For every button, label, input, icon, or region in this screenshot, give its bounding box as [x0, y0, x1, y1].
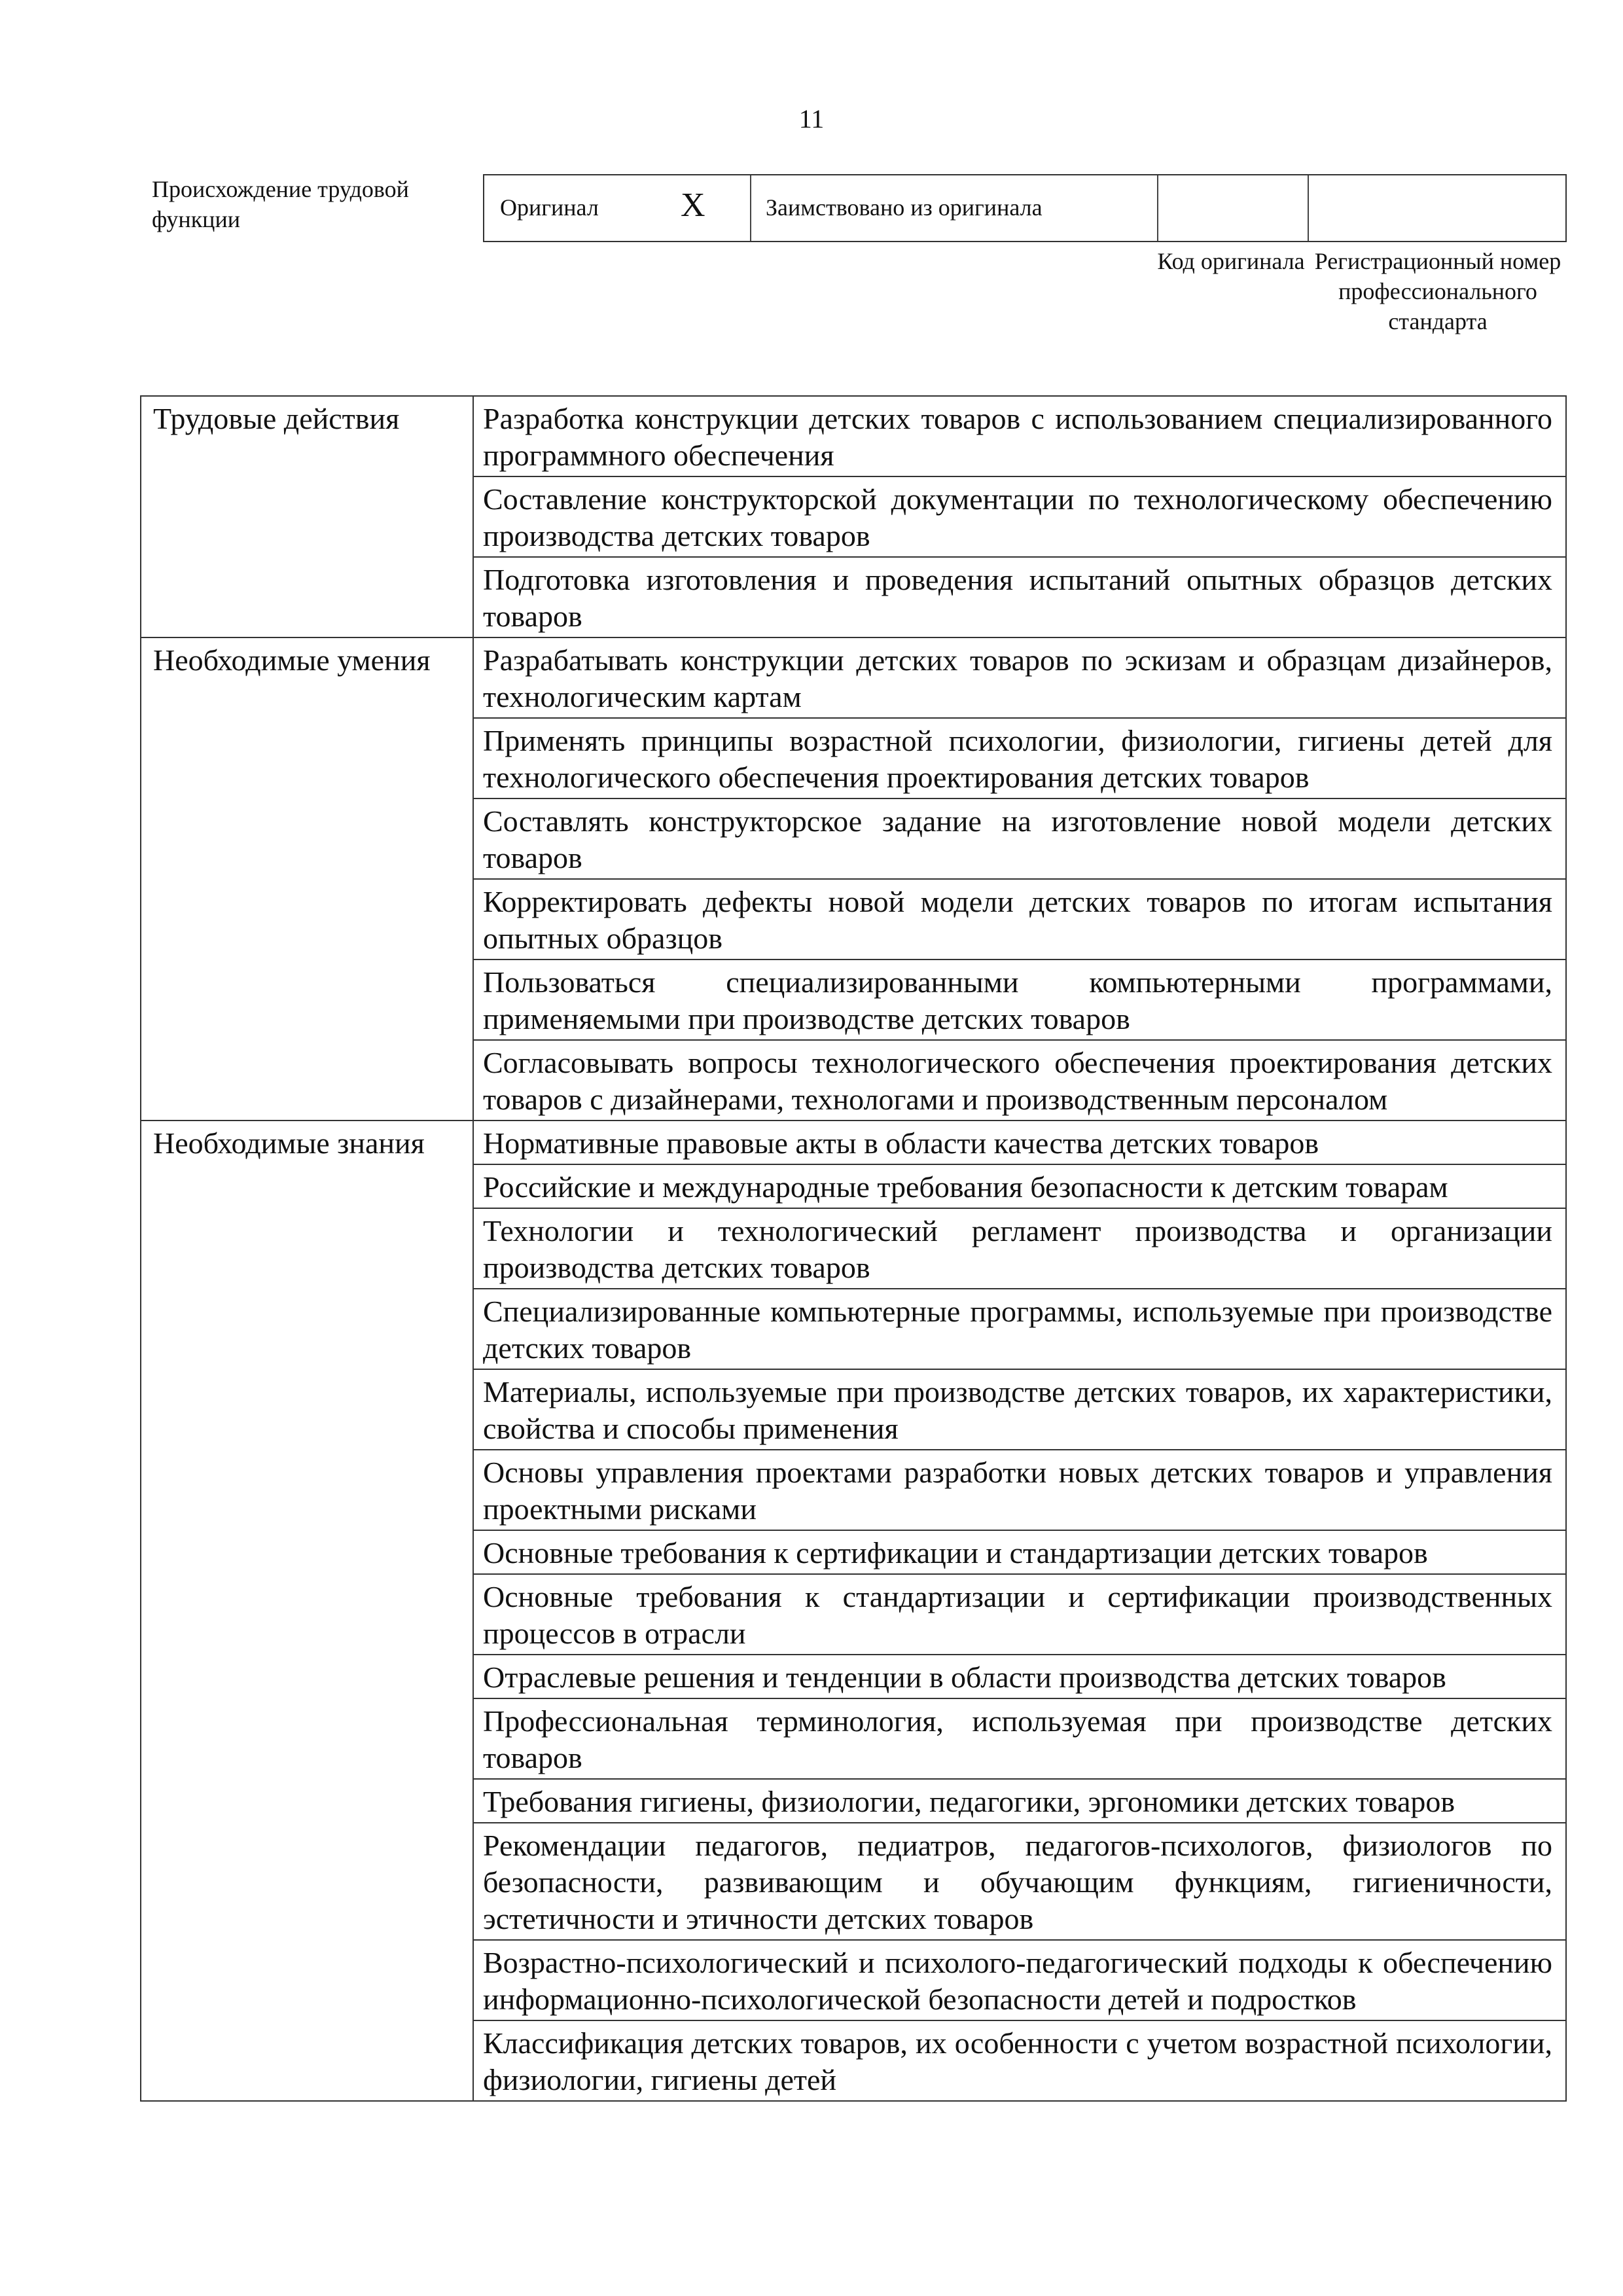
table-row — [141, 1121, 1566, 1164]
original-mark: X — [681, 187, 705, 224]
table-cell: Отраслевые решения и тенденции в области производства детских товаров — [473, 1655, 1566, 1698]
table-cell: Разработка конструкции детских товаров с использованием специализированного программного обеспечения — [473, 396, 1566, 476]
code-caption: Код оригинала — [1157, 248, 1305, 274]
table-cell: Российские и международные требования безопасности к детским товарам — [473, 1164, 1566, 1208]
table-cell: Возрастно-психологический и психолого-педагогический подходы к обеспечению информационно-психологической безопасности детей и подростков — [473, 1940, 1566, 2020]
table-cell: Разрабатывать конструкции детских товаров по эскизам и образцам дизайнеров, технологическим картам — [473, 637, 1566, 718]
table-cell: Специализированные компьютерные программы, используемые при производстве детских товаров — [473, 1289, 1566, 1369]
table-row — [141, 396, 1566, 476]
table-cell: Основные требования к сертификации и стандартизации детских товаров — [473, 1530, 1566, 1574]
table-cell: Согласовывать вопросы технологического обеспечения проектирования детских товаров с дизайнерами, технологами и производственным персоналом — [473, 1040, 1566, 1121]
reg-number-cell — [1309, 175, 1565, 241]
table-cell: Основные требования к стандартизации и сертификации производственных процессов в отрасли — [473, 1574, 1566, 1655]
table-cell: Рекомендации педагогов, педиатров, педагогов-психологов, физиологов по безопасности, развивающим и обучающим функциям, гигиеничности, эстетичности и этичности детских товаров — [473, 1823, 1566, 1940]
table-cell: Подготовка изготовления и проведения испытаний опытных образцов детских товаров — [473, 557, 1566, 637]
original-label: Оригинал — [500, 194, 599, 221]
original-cell — [484, 175, 751, 241]
table-cell: Применять принципы возрастной психологии, физиологии, гигиены детей для технологического обеспечения проектирования детских товаров — [473, 718, 1566, 798]
table-cell: Материалы, используемые при производстве детских товаров, их характеристики, свойства и способы применения — [473, 1369, 1566, 1450]
table-cell: Классификация детских товаров, их особенности с учетом возрастной психологии, физиологии, гигиены детей — [473, 2020, 1566, 2101]
table-cell: Профессиональная терминология, используемая при производстве детских товаров — [473, 1698, 1566, 1779]
section-title: Необходимые знания — [141, 1121, 473, 2101]
table-cell: Пользоваться специализированными компьютерными программами, применяемыми при производстве детских товаров — [473, 960, 1566, 1040]
reg-number-caption: Регистрационный номер профессионального стандарта — [1314, 248, 1561, 334]
page-number: 11 — [798, 104, 825, 134]
table-cell: Корректировать дефекты новой модели детских товаров по итогам испытания опытных образцов — [473, 879, 1566, 960]
borrowed-label: Заимствовано из оригинала — [766, 194, 1043, 221]
table-cell: Нормативные правовые акты в области качества детских товаров — [473, 1121, 1566, 1164]
borrowed-cell — [751, 175, 1158, 241]
function-table — [140, 395, 1567, 2102]
section-title: Необходимые умения — [141, 637, 473, 1121]
table-row — [141, 637, 1566, 718]
table-cell: Требования гигиены, физиологии, педагогики, эргономики детских товаров — [473, 1779, 1566, 1823]
table-cell: Составлять конструкторское задание на изготовление новой модели детских товаров — [473, 798, 1566, 879]
table-cell: Технологии и технологический регламент производства и организации производства детских товаров — [473, 1208, 1566, 1289]
code-cell — [1158, 175, 1309, 241]
table-cell: Составление конструкторской документации по технологическому обеспечению производства детских товаров — [473, 476, 1566, 557]
origin-table — [483, 174, 1567, 242]
origin-label: Происхождение трудовой функции — [152, 176, 409, 232]
table-cell: Основы управления проектами разработки новых детских товаров и управления проектными рисками — [473, 1450, 1566, 1530]
section-title: Трудовые действия — [141, 396, 473, 637]
